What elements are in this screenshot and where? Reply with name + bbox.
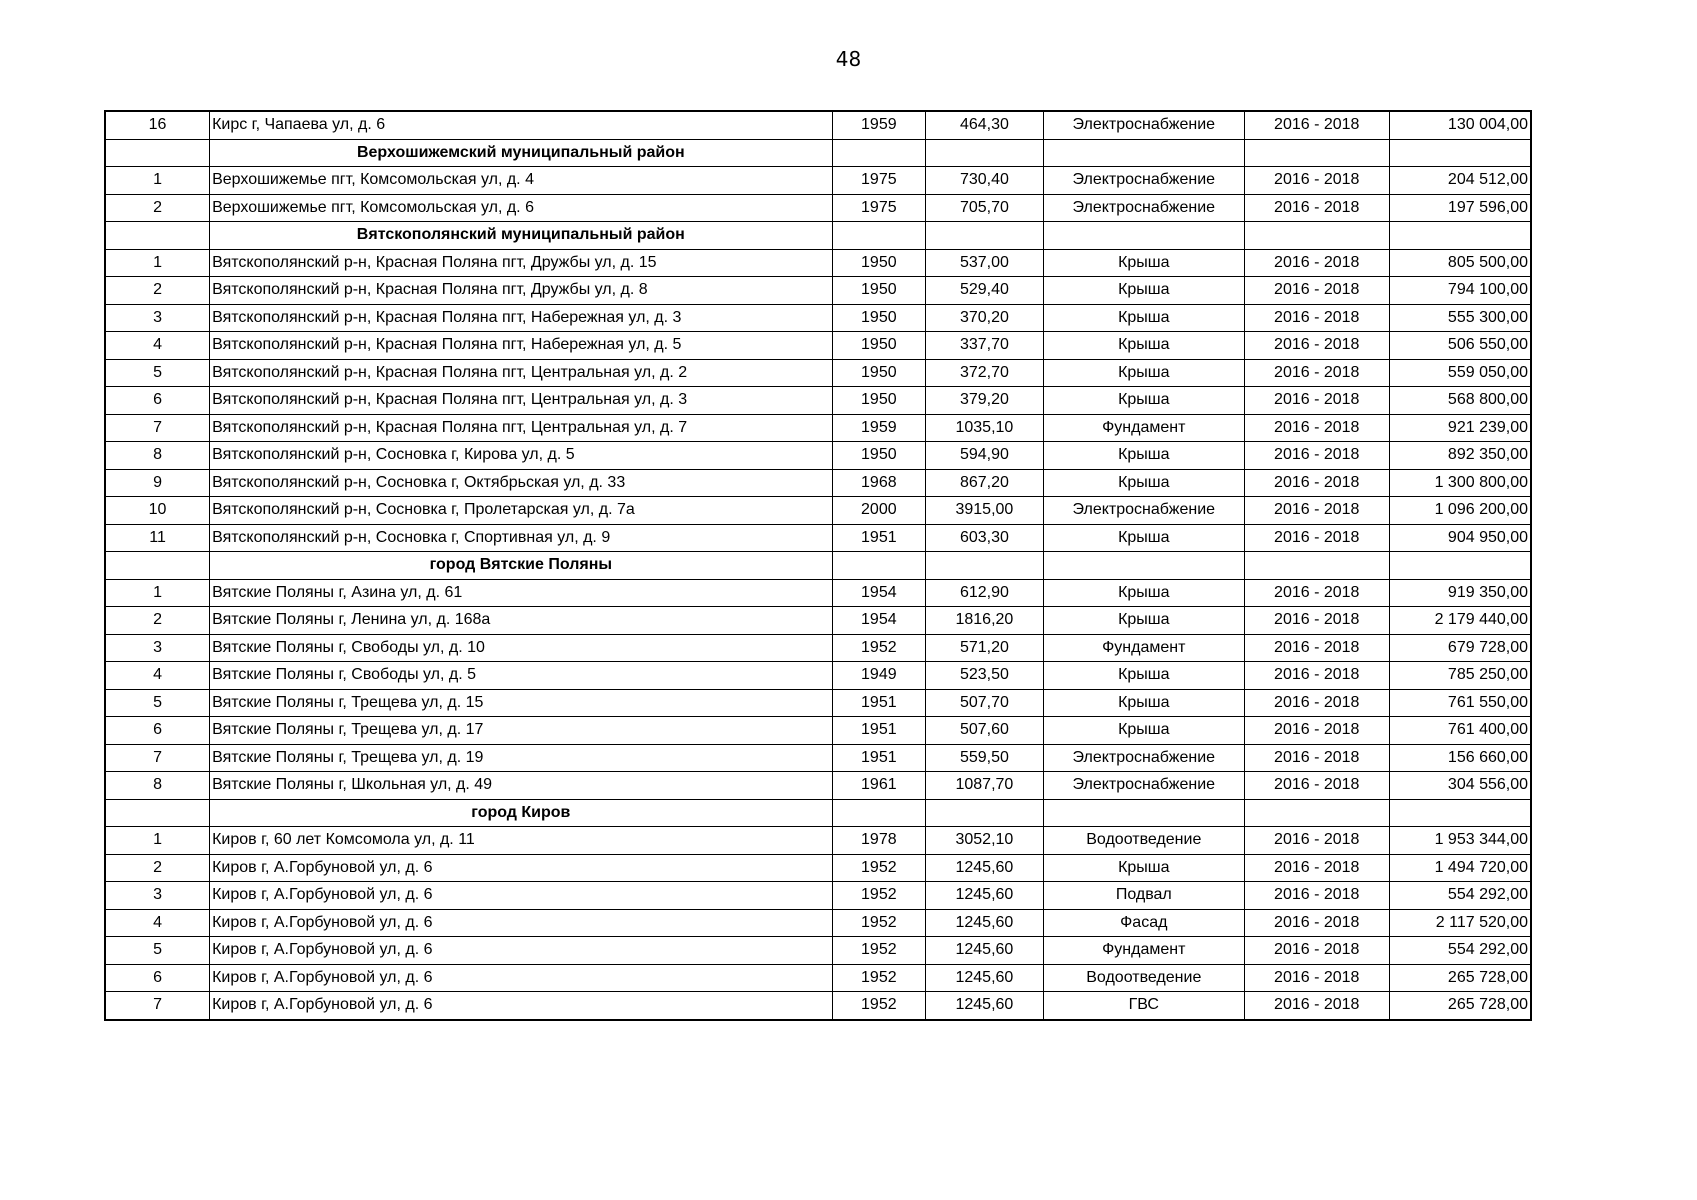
area-cell: 370,20 xyxy=(926,304,1044,332)
work-type-cell: Крыша xyxy=(1043,717,1244,745)
year-cell: 1950 xyxy=(832,332,926,360)
cost-cell: 2 117 520,00 xyxy=(1389,909,1531,937)
year-cell: 1949 xyxy=(832,662,926,690)
year-cell: 1978 xyxy=(832,827,926,855)
empty-cell xyxy=(1244,139,1389,167)
work-type-cell: Водоотведение xyxy=(1043,827,1244,855)
table-body xyxy=(105,111,1531,1020)
cost-cell: 2 179 440,00 xyxy=(1389,607,1531,635)
address-cell: Киров г, А.Горбуновой ул, д. 6 xyxy=(210,937,832,965)
cost-cell: 304 556,00 xyxy=(1389,772,1531,800)
cost-cell: 892 350,00 xyxy=(1389,442,1531,470)
work-type-cell: Крыша xyxy=(1043,662,1244,690)
table-row xyxy=(105,662,1531,690)
table-row xyxy=(105,249,1531,277)
area-cell: 1035,10 xyxy=(926,414,1044,442)
work-type-cell: Электроснабжение xyxy=(1043,194,1244,222)
area-cell: 1245,60 xyxy=(926,909,1044,937)
work-type-cell: Крыша xyxy=(1043,359,1244,387)
work-type-cell: Фундамент xyxy=(1043,414,1244,442)
period-cell: 2016 - 2018 xyxy=(1244,442,1389,470)
area-cell: 1245,60 xyxy=(926,964,1044,992)
row-number: 6 xyxy=(105,717,210,745)
period-cell: 2016 - 2018 xyxy=(1244,854,1389,882)
area-cell: 372,70 xyxy=(926,359,1044,387)
area-cell: 507,60 xyxy=(926,717,1044,745)
period-cell: 2016 - 2018 xyxy=(1244,111,1389,139)
cost-cell: 921 239,00 xyxy=(1389,414,1531,442)
table-row xyxy=(105,937,1531,965)
cost-cell: 506 550,00 xyxy=(1389,332,1531,360)
work-type-cell: Фасад xyxy=(1043,909,1244,937)
work-type-cell: Электроснабжение xyxy=(1043,772,1244,800)
area-cell: 464,30 xyxy=(926,111,1044,139)
year-cell: 1950 xyxy=(832,249,926,277)
empty-cell xyxy=(832,139,926,167)
empty-cell xyxy=(1389,552,1531,580)
year-cell: 1951 xyxy=(832,717,926,745)
work-type-cell: Фундамент xyxy=(1043,937,1244,965)
year-cell: 1951 xyxy=(832,524,926,552)
cost-cell: 904 950,00 xyxy=(1389,524,1531,552)
row-number: 3 xyxy=(105,882,210,910)
cost-cell: 559 050,00 xyxy=(1389,359,1531,387)
table-row xyxy=(105,442,1531,470)
period-cell: 2016 - 2018 xyxy=(1244,744,1389,772)
table-row xyxy=(105,689,1531,717)
period-cell: 2016 - 2018 xyxy=(1244,524,1389,552)
empty-cell xyxy=(1389,799,1531,827)
area-cell: 507,70 xyxy=(926,689,1044,717)
area-cell: 559,50 xyxy=(926,744,1044,772)
empty-cell xyxy=(1043,552,1244,580)
address-cell: Вятскополянский р-н, Красная Поляна пгт, Центральная ул, д. 2 xyxy=(210,359,832,387)
row-number: 5 xyxy=(105,689,210,717)
area-cell: 1245,60 xyxy=(926,854,1044,882)
work-type-cell: Крыша xyxy=(1043,387,1244,415)
empty-cell xyxy=(926,552,1044,580)
address-cell: Киров г, А.Горбуновой ул, д. 6 xyxy=(210,964,832,992)
row-number: 2 xyxy=(105,277,210,305)
address-cell: Вятские Поляны г, Ленина ул, д. 168а xyxy=(210,607,832,635)
year-cell: 1952 xyxy=(832,909,926,937)
table-row xyxy=(105,744,1531,772)
period-cell: 2016 - 2018 xyxy=(1244,579,1389,607)
section-header-row xyxy=(105,139,1531,167)
table-row xyxy=(105,277,1531,305)
section-header-row xyxy=(105,222,1531,250)
year-cell: 1952 xyxy=(832,937,926,965)
year-cell: 1950 xyxy=(832,277,926,305)
address-cell: Вятские Поляны г, Азина ул, д. 61 xyxy=(210,579,832,607)
row-number: 16 xyxy=(105,111,210,139)
period-cell: 2016 - 2018 xyxy=(1244,882,1389,910)
work-type-cell: Электроснабжение xyxy=(1043,167,1244,195)
area-cell: 1245,60 xyxy=(926,882,1044,910)
area-cell: 337,70 xyxy=(926,332,1044,360)
row-number: 8 xyxy=(105,772,210,800)
table-row xyxy=(105,359,1531,387)
area-cell: 730,40 xyxy=(926,167,1044,195)
area-cell: 537,00 xyxy=(926,249,1044,277)
row-number: 6 xyxy=(105,387,210,415)
table-row xyxy=(105,827,1531,855)
cost-cell: 554 292,00 xyxy=(1389,882,1531,910)
cost-cell: 1 096 200,00 xyxy=(1389,497,1531,525)
address-cell: Вятскополянский р-н, Сосновка г, Пролетарская ул, д. 7а xyxy=(210,497,832,525)
address-cell: Киров г, А.Горбуновой ул, д. 6 xyxy=(210,992,832,1020)
page-number: 48 xyxy=(835,47,862,71)
empty-cell xyxy=(1043,139,1244,167)
table-row xyxy=(105,194,1531,222)
work-type-cell: Крыша xyxy=(1043,579,1244,607)
table-row xyxy=(105,992,1531,1020)
period-cell: 2016 - 2018 xyxy=(1244,359,1389,387)
table-row xyxy=(105,332,1531,360)
area-cell: 1245,60 xyxy=(926,992,1044,1020)
row-number: 4 xyxy=(105,662,210,690)
table-row xyxy=(105,854,1531,882)
cost-cell: 761 400,00 xyxy=(1389,717,1531,745)
work-type-cell: Крыша xyxy=(1043,277,1244,305)
cost-cell: 204 512,00 xyxy=(1389,167,1531,195)
cost-cell: 197 596,00 xyxy=(1389,194,1531,222)
year-cell: 1950 xyxy=(832,442,926,470)
empty-cell xyxy=(1043,799,1244,827)
period-cell: 2016 - 2018 xyxy=(1244,332,1389,360)
table-row xyxy=(105,414,1531,442)
period-cell: 2016 - 2018 xyxy=(1244,689,1389,717)
area-cell: 1245,60 xyxy=(926,937,1044,965)
table-row xyxy=(105,579,1531,607)
empty-cell xyxy=(105,799,210,827)
year-cell: 1952 xyxy=(832,634,926,662)
row-number: 7 xyxy=(105,744,210,772)
row-number: 2 xyxy=(105,194,210,222)
table-row xyxy=(105,497,1531,525)
area-cell: 379,20 xyxy=(926,387,1044,415)
cost-cell: 785 250,00 xyxy=(1389,662,1531,690)
work-type-cell: Крыша xyxy=(1043,854,1244,882)
work-type-cell: Крыша xyxy=(1043,332,1244,360)
year-cell: 1954 xyxy=(832,579,926,607)
empty-cell xyxy=(1244,552,1389,580)
row-number: 1 xyxy=(105,249,210,277)
section-header-row xyxy=(105,799,1531,827)
cost-cell: 679 728,00 xyxy=(1389,634,1531,662)
address-cell: Кирс г, Чапаева ул, д. 6 xyxy=(210,111,832,139)
year-cell: 1961 xyxy=(832,772,926,800)
table-row xyxy=(105,964,1531,992)
area-cell: 594,90 xyxy=(926,442,1044,470)
address-cell: Верхошижемье пгт, Комсомольская ул, д. 4 xyxy=(210,167,832,195)
year-cell: 1952 xyxy=(832,964,926,992)
row-number: 6 xyxy=(105,964,210,992)
table-row xyxy=(105,111,1531,139)
address-cell: Верхошижемье пгт, Комсомольская ул, д. 6 xyxy=(210,194,832,222)
work-type-cell: Крыша xyxy=(1043,249,1244,277)
address-cell: Вятские Поляны г, Трещева ул, д. 17 xyxy=(210,717,832,745)
table-row xyxy=(105,882,1531,910)
empty-cell xyxy=(1244,222,1389,250)
empty-cell xyxy=(1389,139,1531,167)
empty-cell xyxy=(1244,799,1389,827)
area-cell: 612,90 xyxy=(926,579,1044,607)
address-cell: Вятские Поляны г, Свободы ул, д. 5 xyxy=(210,662,832,690)
cost-cell: 265 728,00 xyxy=(1389,992,1531,1020)
row-number: 3 xyxy=(105,634,210,662)
section-title: город Вятские Поляны xyxy=(210,552,832,580)
work-type-cell: Крыша xyxy=(1043,442,1244,470)
year-cell: 1975 xyxy=(832,167,926,195)
table-row xyxy=(105,387,1531,415)
row-number: 10 xyxy=(105,497,210,525)
work-type-cell: Крыша xyxy=(1043,524,1244,552)
area-cell: 603,30 xyxy=(926,524,1044,552)
period-cell: 2016 - 2018 xyxy=(1244,909,1389,937)
table-row xyxy=(105,772,1531,800)
cost-cell: 1 300 800,00 xyxy=(1389,469,1531,497)
cost-cell: 1 494 720,00 xyxy=(1389,854,1531,882)
year-cell: 1951 xyxy=(832,744,926,772)
period-cell: 2016 - 2018 xyxy=(1244,304,1389,332)
period-cell: 2016 - 2018 xyxy=(1244,772,1389,800)
work-type-cell: Подвал xyxy=(1043,882,1244,910)
period-cell: 2016 - 2018 xyxy=(1244,497,1389,525)
cost-cell: 794 100,00 xyxy=(1389,277,1531,305)
empty-cell xyxy=(926,139,1044,167)
row-number: 7 xyxy=(105,414,210,442)
cost-cell: 265 728,00 xyxy=(1389,964,1531,992)
work-type-cell: Крыша xyxy=(1043,607,1244,635)
table-row xyxy=(105,717,1531,745)
address-cell: Вятские Поляны г, Трещева ул, д. 19 xyxy=(210,744,832,772)
period-cell: 2016 - 2018 xyxy=(1244,469,1389,497)
year-cell: 1959 xyxy=(832,111,926,139)
section-title: город Киров xyxy=(210,799,832,827)
cost-cell: 761 550,00 xyxy=(1389,689,1531,717)
area-cell: 1816,20 xyxy=(926,607,1044,635)
period-cell: 2016 - 2018 xyxy=(1244,717,1389,745)
work-type-cell: Крыша xyxy=(1043,304,1244,332)
empty-cell xyxy=(1043,222,1244,250)
period-cell: 2016 - 2018 xyxy=(1244,992,1389,1020)
period-cell: 2016 - 2018 xyxy=(1244,387,1389,415)
address-cell: Вятские Поляны г, Школьная ул, д. 49 xyxy=(210,772,832,800)
period-cell: 2016 - 2018 xyxy=(1244,827,1389,855)
empty-cell xyxy=(832,799,926,827)
row-number: 7 xyxy=(105,992,210,1020)
period-cell: 2016 - 2018 xyxy=(1244,194,1389,222)
table-row xyxy=(105,167,1531,195)
row-number: 1 xyxy=(105,167,210,195)
work-type-cell: Электроснабжение xyxy=(1043,744,1244,772)
area-cell: 705,70 xyxy=(926,194,1044,222)
period-cell: 2016 - 2018 xyxy=(1244,937,1389,965)
section-title: Вятскополянский муниципальный район xyxy=(210,222,832,250)
area-cell: 529,40 xyxy=(926,277,1044,305)
cost-cell: 1 953 344,00 xyxy=(1389,827,1531,855)
period-cell: 2016 - 2018 xyxy=(1244,414,1389,442)
address-cell: Вятскополянский р-н, Сосновка г, Октябрьская ул, д. 33 xyxy=(210,469,832,497)
cost-cell: 805 500,00 xyxy=(1389,249,1531,277)
row-number: 2 xyxy=(105,854,210,882)
period-cell: 2016 - 2018 xyxy=(1244,634,1389,662)
period-cell: 2016 - 2018 xyxy=(1244,277,1389,305)
cost-cell: 130 004,00 xyxy=(1389,111,1531,139)
row-number: 8 xyxy=(105,442,210,470)
empty-cell xyxy=(832,222,926,250)
section-title: Верхошижемский муниципальный район xyxy=(210,139,832,167)
area-cell: 867,20 xyxy=(926,469,1044,497)
address-cell: Вятскополянский р-н, Красная Поляна пгт, Дружбы ул, д. 8 xyxy=(210,277,832,305)
row-number: 5 xyxy=(105,937,210,965)
address-cell: Киров г, А.Горбуновой ул, д. 6 xyxy=(210,882,832,910)
period-cell: 2016 - 2018 xyxy=(1244,964,1389,992)
address-cell: Вятские Поляны г, Свободы ул, д. 10 xyxy=(210,634,832,662)
address-cell: Киров г, А.Горбуновой ул, д. 6 xyxy=(210,909,832,937)
capital-repair-table xyxy=(104,110,1532,1021)
address-cell: Вятскополянский р-н, Красная Поляна пгт, Центральная ул, д. 7 xyxy=(210,414,832,442)
address-cell: Киров г, А.Горбуновой ул, д. 6 xyxy=(210,854,832,882)
address-cell: Вятскополянский р-н, Красная Поляна пгт, Центральная ул, д. 3 xyxy=(210,387,832,415)
area-cell: 571,20 xyxy=(926,634,1044,662)
year-cell: 2000 xyxy=(832,497,926,525)
table-row xyxy=(105,607,1531,635)
work-type-cell: Фундамент xyxy=(1043,634,1244,662)
work-type-cell: Крыша xyxy=(1043,469,1244,497)
row-number: 5 xyxy=(105,359,210,387)
work-type-cell: Крыша xyxy=(1043,689,1244,717)
address-cell: Вятскополянский р-н, Красная Поляна пгт, Набережная ул, д. 3 xyxy=(210,304,832,332)
empty-cell xyxy=(105,222,210,250)
empty-cell xyxy=(105,552,210,580)
row-number: 4 xyxy=(105,332,210,360)
empty-cell xyxy=(832,552,926,580)
period-cell: 2016 - 2018 xyxy=(1244,662,1389,690)
row-number: 3 xyxy=(105,304,210,332)
work-type-cell: ГВС xyxy=(1043,992,1244,1020)
period-cell: 2016 - 2018 xyxy=(1244,249,1389,277)
year-cell: 1950 xyxy=(832,304,926,332)
address-cell: Киров г, 60 лет Комсомола ул, д. 11 xyxy=(210,827,832,855)
address-cell: Вятскополянский р-н, Сосновка г, Кирова ул, д. 5 xyxy=(210,442,832,470)
row-number: 1 xyxy=(105,579,210,607)
period-cell: 2016 - 2018 xyxy=(1244,167,1389,195)
row-number: 2 xyxy=(105,607,210,635)
work-type-cell: Электроснабжение xyxy=(1043,111,1244,139)
year-cell: 1952 xyxy=(832,992,926,1020)
area-cell: 1087,70 xyxy=(926,772,1044,800)
empty-cell xyxy=(926,799,1044,827)
work-type-cell: Электроснабжение xyxy=(1043,497,1244,525)
row-number: 1 xyxy=(105,827,210,855)
row-number: 11 xyxy=(105,524,210,552)
row-number: 9 xyxy=(105,469,210,497)
area-cell: 3915,00 xyxy=(926,497,1044,525)
table-row xyxy=(105,304,1531,332)
year-cell: 1951 xyxy=(832,689,926,717)
area-cell: 523,50 xyxy=(926,662,1044,690)
cost-cell: 919 350,00 xyxy=(1389,579,1531,607)
year-cell: 1968 xyxy=(832,469,926,497)
address-cell: Вятскополянский р-н, Красная Поляна пгт, Набережная ул, д. 5 xyxy=(210,332,832,360)
empty-cell xyxy=(1389,222,1531,250)
cost-cell: 554 292,00 xyxy=(1389,937,1531,965)
year-cell: 1954 xyxy=(832,607,926,635)
table-row xyxy=(105,634,1531,662)
section-header-row xyxy=(105,552,1531,580)
table-row xyxy=(105,469,1531,497)
year-cell: 1950 xyxy=(832,387,926,415)
year-cell: 1952 xyxy=(832,854,926,882)
year-cell: 1975 xyxy=(832,194,926,222)
cost-cell: 568 800,00 xyxy=(1389,387,1531,415)
address-cell: Вятскополянский р-н, Сосновка г, Спортивная ул, д. 9 xyxy=(210,524,832,552)
year-cell: 1959 xyxy=(832,414,926,442)
table-row xyxy=(105,909,1531,937)
work-type-cell: Водоотведение xyxy=(1043,964,1244,992)
year-cell: 1950 xyxy=(832,359,926,387)
empty-cell xyxy=(926,222,1044,250)
period-cell: 2016 - 2018 xyxy=(1244,607,1389,635)
cost-cell: 555 300,00 xyxy=(1389,304,1531,332)
year-cell: 1952 xyxy=(832,882,926,910)
table-row xyxy=(105,524,1531,552)
row-number: 4 xyxy=(105,909,210,937)
cost-cell: 156 660,00 xyxy=(1389,744,1531,772)
area-cell: 3052,10 xyxy=(926,827,1044,855)
address-cell: Вятские Поляны г, Трещева ул, д. 15 xyxy=(210,689,832,717)
address-cell: Вятскополянский р-н, Красная Поляна пгт, Дружбы ул, д. 15 xyxy=(210,249,832,277)
empty-cell xyxy=(105,139,210,167)
